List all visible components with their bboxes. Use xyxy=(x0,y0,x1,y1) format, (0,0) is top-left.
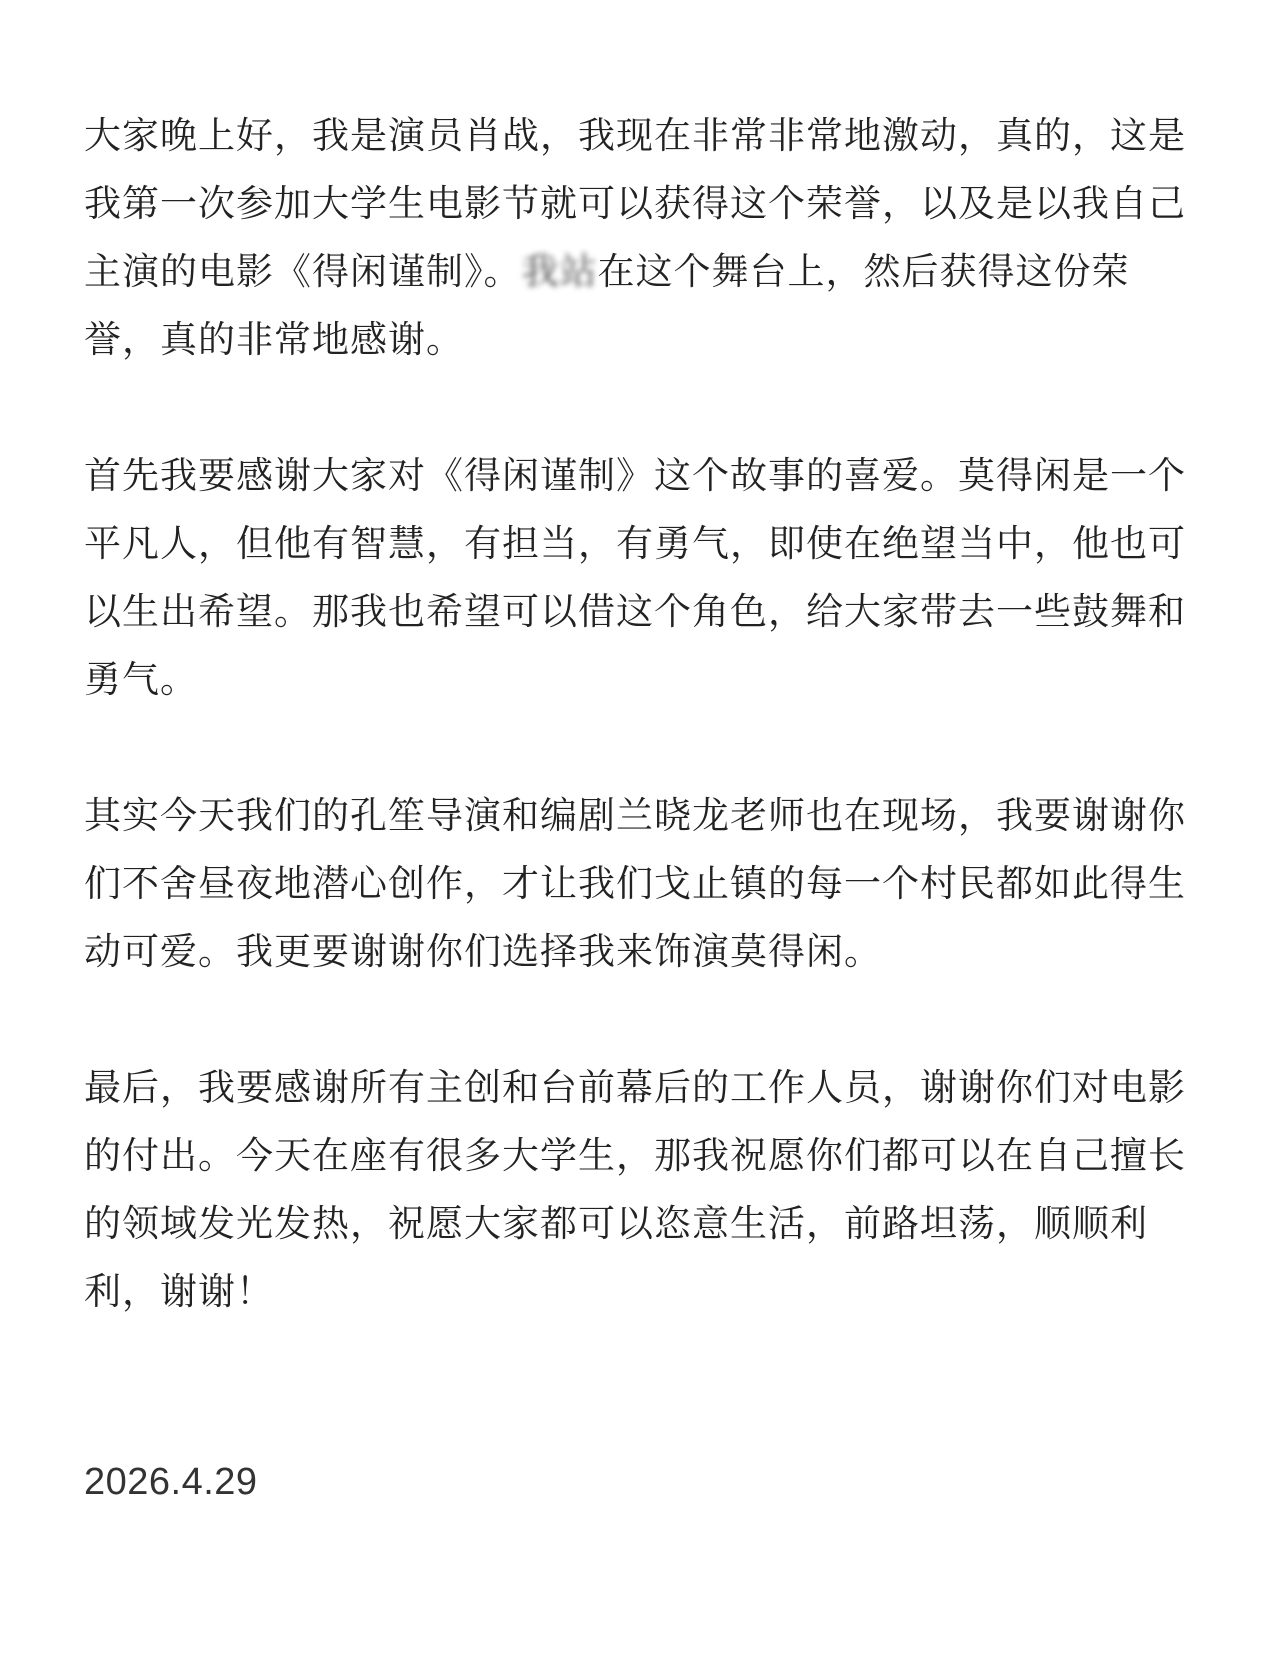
blurred-text: 我站 xyxy=(521,250,598,293)
paragraph-1 xyxy=(84,102,1194,374)
document-date: 2026.4.29 xyxy=(84,1461,258,1503)
paragraph-1-part-2: 在这个舞台上，然后获得这份荣誉，真的非常地感谢。 xyxy=(84,250,1130,361)
speech-document xyxy=(84,102,1194,1326)
paragraph-4: 最后，我要感谢所有主创和台前幕后的工作人员，谢谢你们对电影的付出。今天在座有很多大学生，那我祝愿你们都可以在自己擅长的领域发光发热，祝愿大家都可以恣意生活，前路坦荡，顺顺利利，谢谢！ xyxy=(84,1066,1186,1313)
paragraph-1-part-1: 大家晚上好，我是演员肖战，我现在非常非常地激动，真的，这是我第一次参加大学生电影节就可以获得这个荣誉，以及是以我自己主演的电影《得闲谨制》。 xyxy=(84,114,1186,293)
paragraph-2: 首先我要感谢大家对《得闲谨制》这个故事的喜爱。莫得闲是一个平凡人，但他有智慧，有担当，有勇气，即使在绝望当中，他也可以生出希望。那我也希望可以借这个角色，给大家带去一些鼓舞和勇气。 xyxy=(84,454,1186,701)
paragraph-3: 其实今天我们的孔笙导演和编剧兰晓龙老师也在现场，我要谢谢你们不舍昼夜地潜心创作，才让我们戈止镇的每一个村民都如此得生动可爱。我更要谢谢你们选择我来饰演莫得闲。 xyxy=(84,794,1186,973)
